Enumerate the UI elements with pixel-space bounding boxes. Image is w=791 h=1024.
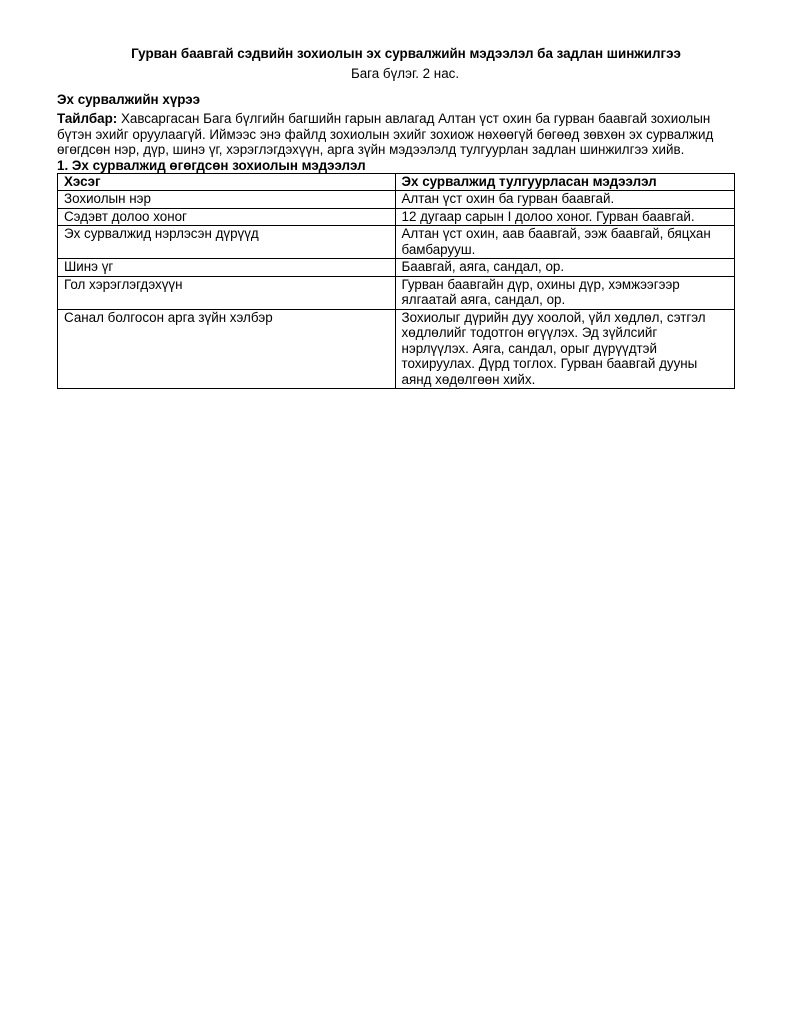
table-row: [58, 309, 735, 389]
table-cell-info: Зохиолыг дүрийн дуу хоолой, үйл хөдлөл, сэтгэл хөдлөлийг тодотгон өгүүлэх. Эд зүйлсийг нэрлүүлэх. Аяга, сандал, орыг дүрүүдтэй тохируулах. Дүрд тоглох. Гурван баавгай дууны аянд хөдөлгөөн хийх.: [395, 309, 735, 389]
table-cell-info: Баавгай, аяга, сандал, ор.: [395, 259, 735, 277]
table-row: [58, 191, 735, 209]
table-cell-section: Шинэ үг: [58, 259, 396, 277]
table-cell-section: Сэдэвт долоо хоног: [58, 208, 396, 226]
table-cell-section: Эх сурвалжид нэрлэсэн дүрүүд: [58, 226, 396, 259]
source-section-heading: Эх сурвалжийн хүрээ: [57, 92, 201, 107]
table-cell-info: Гурван баавгайн дүр, охины дүр, хэмжээгээр ялгаатай аяга, сандал, ор.: [395, 276, 735, 309]
document-title: Гурван баавгай сэдвийн зохиолын эх сурвалжийн мэдээлэл ба задлан шинжилгээ: [131, 46, 681, 61]
table-row: [58, 259, 735, 277]
note-label: Тайлбар:: [57, 111, 118, 126]
column-header-info: Эх сурвалжид тулгуурласан мэдээлэл: [395, 173, 735, 191]
column-header-section: Хэсэг: [58, 173, 396, 191]
table-section-heading: 1. Эх сурвалжид өгөгдсөн зохиолын мэдээлэл: [57, 157, 366, 173]
document-subtitle: Бага бүлэг. 2 нас.: [350, 66, 460, 81]
table-cell-section: Зохиолын нэр: [58, 191, 396, 209]
table-header-row: [58, 173, 735, 191]
source-note: [57, 111, 735, 158]
table-cell-section: Санал болгосон арга зүйн хэлбэр: [58, 309, 396, 389]
note-text: Хавсаргасан Бага бүлгийн багшийн гарын авлагад Алтан үст охин ба гурван баавгай зохиолын бүтэн эхийг оруулаагүй. Иймээс энэ файлд зохиолын эхийг зохиож нөхөөгүй бөгөөд зөвхөн эх сурвалжид өгөгдсөн нэр, дүр, шинэ үг, хэрэглэгдэхүүн, арга зүйн мэдээлэлд тулгуурлан задлан шинжилгээ хийв.: [57, 111, 714, 157]
table-row: [58, 208, 735, 226]
table-cell-info: Алтан үст охин ба гурван баавгай.: [395, 191, 735, 209]
table-cell-info: 12 дугаар сарын I долоо хоног. Гурван баавгай.: [395, 208, 735, 226]
table-row: [58, 226, 735, 259]
table-row: [58, 276, 735, 309]
table-cell-section: Гол хэрэглэгдэхүүн: [58, 276, 396, 309]
source-info-table: [57, 173, 735, 390]
table-cell-info: Алтан үст охин, аав баавгай, ээж баавгай, бяцхан бамбарууш.: [395, 226, 735, 259]
